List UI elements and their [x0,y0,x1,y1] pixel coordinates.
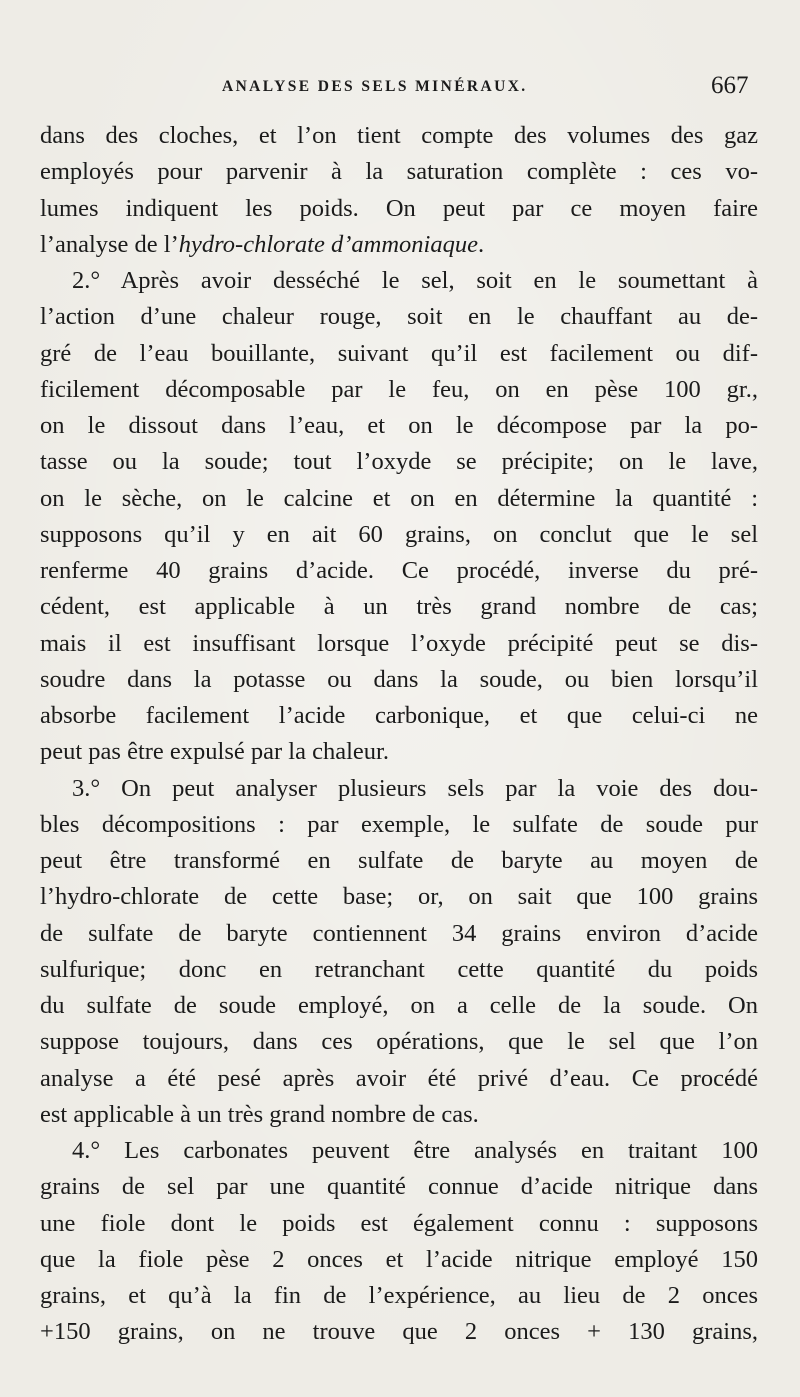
text-line: une fiole dont le poids est également connu : supposons [40,1209,758,1237]
text-line: on le sèche, on le calcine et on en détermine la quantité : [40,484,758,512]
body-text [40,118,758,1351]
text-line: gré de l’eau bouillante, suivant qu’il est facilement ou dif- [40,339,758,367]
italic-phrase: hydro-chlorate d’ammoniaque [178,230,478,258]
text-line: peut pas être expulsé par la chaleur. [40,738,389,766]
text-line: tasse ou la soude; tout l’oxyde se précipite; on le lave, [40,448,758,476]
text-line: soudre dans la potasse ou dans la soude, ou bien lorsqu’il [40,665,758,693]
text-line: est applicable à un très grand nombre de cas. [40,1100,479,1128]
running-head: ANALYSE DES SELS MINÉRAUX. [222,78,528,95]
text-line: ficilement décomposable par le feu, on en pèse 100 gr., [40,375,758,403]
text-line: cédent, est applicable à un très grand nombre de cas; [40,593,758,621]
text-line: suppose toujours, dans ces opérations, que le sel que l’on [40,1028,758,1056]
paragraph-start-line: 4.° Les carbonates peuvent être analysés en traitant 100 [72,1137,758,1164]
text-line: grains de sel par une quantité connue d’acide nitrique dans [40,1173,758,1201]
text-line: on le dissout dans l’eau, et on le décompose par la po- [40,412,758,439]
text-line: employés pour parvenir à la saturation complète : ces vo- [40,158,758,186]
text-line: du sulfate de soude employé, on a celle de la soude. On [40,992,758,1019]
text-line: lumes indiquent les poids. On peut par ce moyen faire [40,194,758,222]
text-line: que la fiole pèse 2 onces et l’acide nitrique employé 150 [40,1245,758,1273]
text-line: sulfurique; donc en retranchant cette quantité du poids [40,955,758,983]
page-header [0,72,800,106]
text-line: absorbe facilement l’acide carbonique, et que celui-ci ne [40,702,758,729]
text-line: peut être transformé en sulfate de baryte au moyen de [40,847,758,874]
text-line: +150 grains, on ne trouve que 2 onces + 130 grains, [40,1318,758,1346]
page-number: 667 [711,72,749,99]
text-line: analyse a été pesé après avoir été privé d’eau. Ce procédé [40,1064,758,1092]
text-line: l’action d’une chaleur rouge, soit en le chauffant au de- [40,303,758,331]
paragraph-start-line: 2.° Après avoir desséché le sel, soit en le soumettant à [72,267,758,294]
text-line-segment: l’analyse de l’ [40,230,179,258]
text-line: bles décompositions : par exemple, le sulfate de soude pur [40,810,758,838]
text-line: de sulfate de baryte contiennent 34 grains environ d’acide [40,919,758,947]
text-line [40,227,758,263]
text-line-segment: . [477,230,485,258]
text-line: l’hydro-chlorate de cette base; or, on sait que 100 grains [40,883,758,911]
text-line: dans des cloches, et l’on tient compte des volumes des gaz [40,122,758,149]
paragraph-start-line: 3.° On peut analyser plusieurs sels par la voie des dou- [72,774,758,802]
text-line: mais il est insuffisant lorsque l’oxyde précipité peut se dis- [40,629,758,657]
text-line: grains, et qu’à la fin de l’expérience, au lieu de 2 onces [40,1282,758,1309]
text-line: renferme 40 grains d’acide. Ce procédé, inverse du pré- [40,557,758,584]
text-line: supposons qu’il y en ait 60 grains, on conclut que le sel [40,520,758,548]
